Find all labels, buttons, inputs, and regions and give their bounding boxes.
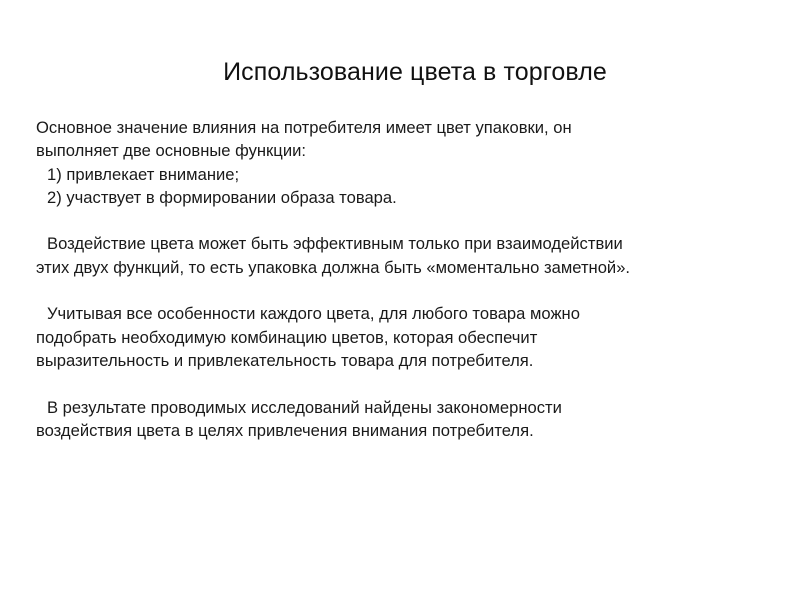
list-item-image: 2) участвует в формировании образа товара. <box>47 187 397 207</box>
text-line: воздействия цвета в целях привлечения внимания потребителя. <box>36 420 534 440</box>
text-line: Основное значение влияния на потребителя имеет цвет упаковки, он <box>36 118 572 137</box>
text-line: выполняет две основные функции: <box>36 141 306 161</box>
paragraph-research <box>36 396 776 443</box>
text-line: Воздействие цвета может быть эффективным только при взаимодействии <box>47 234 623 254</box>
text-line: В результате проводимых исследований найдены закономерности <box>47 397 562 417</box>
text-line: Учитывая все особенности каждого цвета, для любого товара можно <box>47 304 580 324</box>
paragraph-gap <box>36 279 776 302</box>
text-line: этих двух функций, то есть упаковка должна быть «моментально заметной». <box>36 257 631 277</box>
paragraph-color-effect <box>36 232 776 279</box>
paragraph-package-color <box>36 116 776 209</box>
slide-body <box>36 116 776 442</box>
list-item-attention: 1) привлекает внимание; <box>47 164 240 184</box>
text-line: подобрать необходимую комбинацию цветов, которая обеспечит <box>36 327 538 347</box>
slide-title: Использование цвета в торговле <box>223 58 607 86</box>
paragraph-gap <box>36 209 776 232</box>
paragraph-gap <box>36 372 776 395</box>
text-line: выразительность и привлекательность товара для потребителя. <box>36 350 534 370</box>
paragraph-color-combination <box>36 302 776 372</box>
